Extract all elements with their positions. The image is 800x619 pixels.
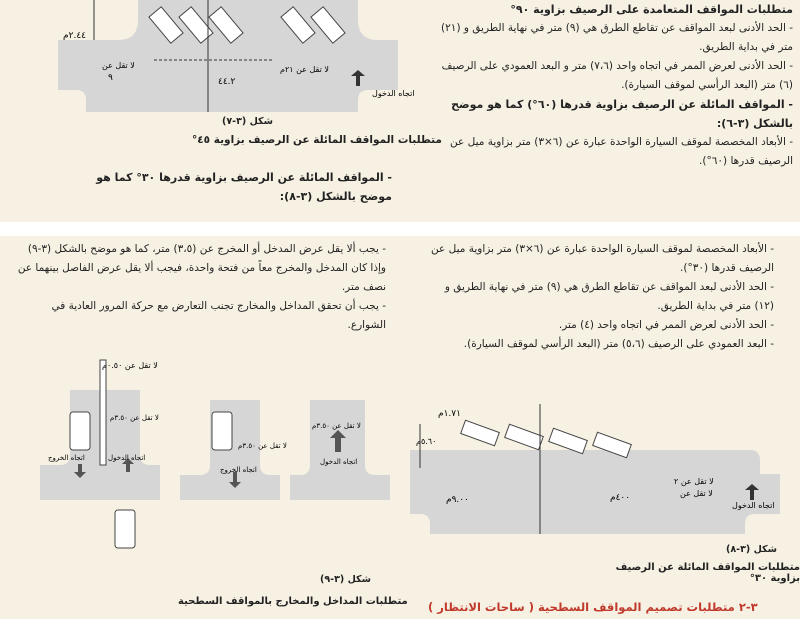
dim-label-3: ٤٠٠م — [610, 493, 631, 503]
bullet-60-heading: - المواقف المائلة عن الرصيف بزاوية قدرها (٦٠°) كما هو موضح بالشكل (٣-٦): — [451, 98, 793, 130]
top-panel — [0, 0, 800, 222]
figure-3-9-diagram — [40, 360, 390, 550]
angle-30-paragraph: - المواقف المائلة عن الرصيف بزاوية قدرها ٣٠° كما هو موضح بالشكل (٣-٨): — [96, 171, 392, 203]
section-title: ٣-٢ متطلبات تصميم المواقف السطحية ( ساحات الانتظار ) — [428, 600, 758, 614]
bullet-60-dims: - الأبعاد المخصصة لموقف السيارة الواحدة عبارة عن (٦×٣) متر بزاوية ميل عن الرصيف قدرها (٦٠°). — [450, 136, 793, 167]
bottom-right-text — [428, 240, 774, 354]
bottom-panel — [0, 236, 800, 619]
figure-3-9-number: شكل (٣-٩) — [320, 574, 371, 585]
bullet-30-distance: - الحد الأدنى لبعد المواقف عن تقاطع الطرق هي (٩) متر في نهاية الطريق و (١٢) متر في بداية الطريق. — [444, 281, 774, 312]
width-label-3: لا تقل عن ٣.٥٠م — [312, 422, 361, 430]
figure-3-8-diagram — [410, 404, 780, 534]
figure-3-7-number: شكل (٣-٧) — [222, 116, 273, 127]
traffic-conflict-bullet: - يجب أن تحقق المداخل والمخارج تجنب التعارض مع حركة المرور العادية في الشوارع. — [51, 300, 386, 331]
value-label-1: ٤٤.٢ — [218, 77, 236, 87]
figure-3-8-caption: متطلبات المواقف المائلة عن الرصيف بزاوية ٣٠° — [615, 562, 800, 584]
bullet-30-perpendicular: - البعد العمودي على الرصيف (٥،٦) متر (البعد الرأسي لموقف السيارة). — [463, 338, 774, 350]
bullet-90-2: - الحد الأدنى لعرض الممر في اتجاه واحد (٧،٦) متر و البعد العمودي على الرصيف (٦) متر (البعد الرأسي لموقف السيارة). — [441, 60, 793, 91]
bottom-left-text — [14, 240, 386, 335]
value-label-2: لا تقل عن ٢١م — [280, 65, 329, 74]
figure-3-8-number: شكل (٣-٨) — [726, 544, 777, 555]
dim-label-1: ١.٧١م — [438, 409, 461, 419]
dim-label-2: ٥.٦٠م — [416, 437, 437, 446]
top-right-text — [425, 0, 793, 171]
figure-3-9-caption: متطلبات المداخل والمخارج بالمواقف السطحية — [178, 596, 408, 607]
width-label-1: لا تقل عن ٣.٥٠م — [110, 414, 159, 422]
nine-label: ٩ — [108, 73, 113, 83]
dim-label-4: ٩.٠٠م — [446, 495, 469, 505]
entry-dir-label-30: اتجاه الدخول — [732, 501, 775, 510]
not-less-label-1: لا تقل عن ٢ — [674, 477, 714, 486]
not-less-label: لا تقل عن — [102, 61, 135, 70]
bullet-30-dims: - الأبعاد المخصصة لموقف السيارة الواحدة عبارة عن (٦×٣) متر بزاوية ميل عن الرصيف قدرها (٣٠°). — [431, 243, 774, 274]
bullet-90-1: - الحد الأدنى لبعد المواقف عن تقاطع الطرق هي (٩) متر في نهاية الطريق و (٢١) متر في بداية الطريق. — [441, 22, 793, 53]
entry-dir-label-3: اتجاه الدخول — [320, 458, 358, 466]
not-less-label-2: لا تقل عن — [680, 489, 713, 498]
separator-label: لا تقل عن ٠.٥٠م — [102, 361, 158, 370]
figure-3-7-diagram — [58, 0, 415, 112]
entry-dir-label: اتجاه الدخول — [372, 89, 415, 98]
exit-dir-label-1: اتجاه الخروج — [48, 454, 85, 462]
exit-dir-label-2: اتجاه الخروج — [220, 466, 257, 474]
section-90-heading: متطلبات المواقف المتعامدة على الرصيف بزاوية ٩٠° — [510, 3, 793, 16]
width-label-2: لا تقل عن ٣.٥٠م — [238, 442, 287, 450]
entry-dir-label-1: اتجاه الدخول — [108, 454, 146, 462]
bullet-30-lane: - الحد الأدنى لعرض الممر في اتجاه واحد (٤) متر. — [558, 319, 774, 331]
entry-width-bullet: - يجب ألا يقل عرض المدخل أو المخرج عن (٣،٥) متر، كما هو موضح بالشكل (٣-٩) وإذا كان المدخل والمخرج معاً من فتحة واحدة، فيجب ألا يقل عرض الفاصل بينهما عن نصف متر. — [17, 243, 386, 293]
figure-3-7-caption: متطلبات المواقف المائلة عن الرصيف بزاوية ٤٥° — [192, 134, 442, 146]
dim-top-label: ٢.٤٤م — [63, 31, 86, 41]
